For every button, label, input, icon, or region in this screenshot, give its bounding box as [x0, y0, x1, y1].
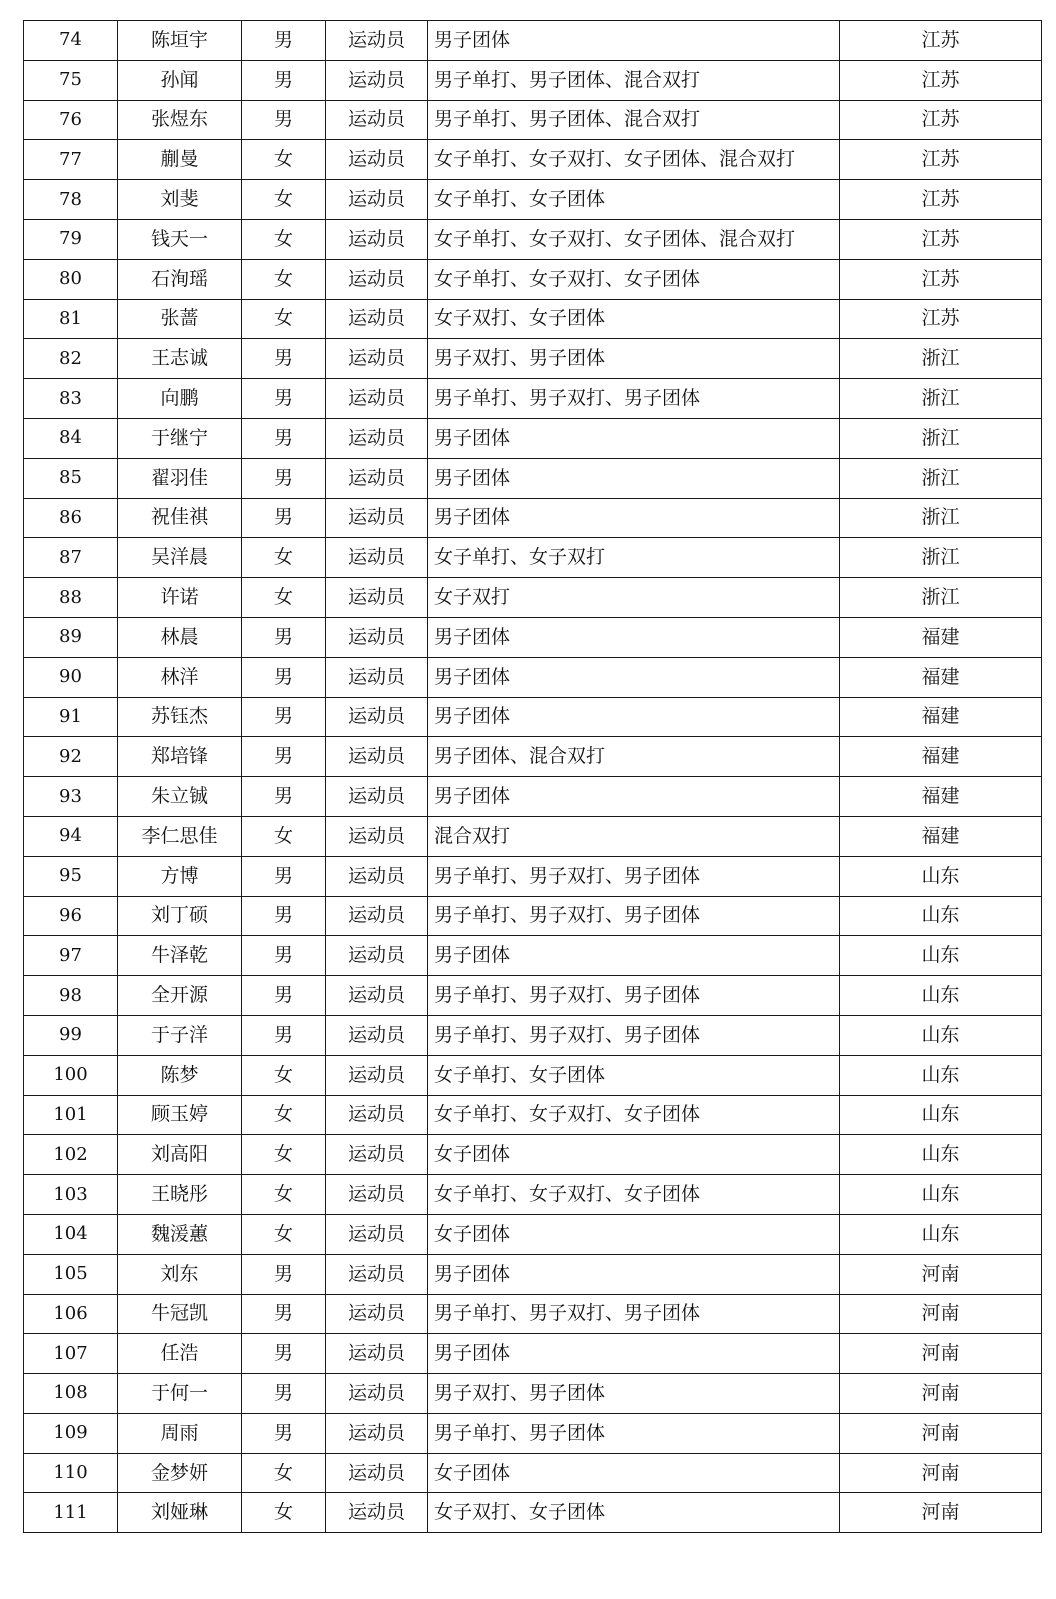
events-cell: 男子单打、男子双打、男子团体: [428, 379, 840, 419]
table-row: [24, 538, 1042, 578]
gender-cell: 男: [242, 976, 326, 1016]
events-cell: 男子团体: [428, 777, 840, 817]
row-number: 74: [24, 21, 118, 61]
gender-cell: 女: [242, 816, 326, 856]
events-cell: 女子双打、女子团体: [428, 299, 840, 339]
role-cell: 运动员: [326, 1493, 428, 1533]
province-cell: 江苏: [840, 299, 1042, 339]
table-row: [24, 1095, 1042, 1135]
athlete-name: 陈垣宇: [118, 21, 242, 61]
athlete-name: 金梦妍: [118, 1453, 242, 1493]
athlete-name: 吴洋晨: [118, 538, 242, 578]
row-number: 107: [24, 1334, 118, 1374]
table-row: [24, 936, 1042, 976]
athlete-name: 张蔷: [118, 299, 242, 339]
row-number: 84: [24, 418, 118, 458]
athlete-name: 祝佳祺: [118, 498, 242, 538]
table-row: [24, 1055, 1042, 1095]
table-row: [24, 219, 1042, 259]
table-row: [24, 458, 1042, 498]
gender-cell: 男: [242, 1334, 326, 1374]
role-cell: 运动员: [326, 1294, 428, 1334]
athlete-name: 石洵瑶: [118, 259, 242, 299]
table-row: [24, 60, 1042, 100]
events-cell: 女子单打、女子团体: [428, 180, 840, 220]
role-cell: 运动员: [326, 578, 428, 618]
province-cell: 山东: [840, 1214, 1042, 1254]
role-cell: 运动员: [326, 180, 428, 220]
events-cell: 男子单打、男子团体: [428, 1413, 840, 1453]
row-number: 76: [24, 100, 118, 140]
role-cell: 运动员: [326, 976, 428, 1016]
role-cell: 运动员: [326, 1095, 428, 1135]
role-cell: 运动员: [326, 1175, 428, 1215]
province-cell: 江苏: [840, 180, 1042, 220]
role-cell: 运动员: [326, 458, 428, 498]
province-cell: 浙江: [840, 458, 1042, 498]
role-cell: 运动员: [326, 418, 428, 458]
events-cell: 女子双打: [428, 578, 840, 618]
athlete-name: 周雨: [118, 1413, 242, 1453]
row-number: 97: [24, 936, 118, 976]
row-number: 101: [24, 1095, 118, 1135]
table-row: [24, 339, 1042, 379]
role-cell: 运动员: [326, 100, 428, 140]
row-number: 111: [24, 1493, 118, 1533]
events-cell: 男子团体: [428, 617, 840, 657]
role-cell: 运动员: [326, 538, 428, 578]
events-cell: 男子团体、混合双打: [428, 737, 840, 777]
row-number: 87: [24, 538, 118, 578]
role-cell: 运动员: [326, 816, 428, 856]
role-cell: 运动员: [326, 1214, 428, 1254]
table-row: [24, 379, 1042, 419]
role-cell: 运动员: [326, 936, 428, 976]
role-cell: 运动员: [326, 259, 428, 299]
events-cell: 女子团体: [428, 1135, 840, 1175]
events-cell: 男子双打、男子团体: [428, 1374, 840, 1414]
table-row: [24, 1254, 1042, 1294]
row-number: 77: [24, 140, 118, 180]
gender-cell: 男: [242, 339, 326, 379]
row-number: 78: [24, 180, 118, 220]
province-cell: 江苏: [840, 219, 1042, 259]
gender-cell: 男: [242, 856, 326, 896]
role-cell: 运动员: [326, 299, 428, 339]
province-cell: 河南: [840, 1493, 1042, 1533]
province-cell: 江苏: [840, 100, 1042, 140]
row-number: 90: [24, 657, 118, 697]
athlete-name: 任浩: [118, 1334, 242, 1374]
row-number: 75: [24, 60, 118, 100]
province-cell: 河南: [840, 1334, 1042, 1374]
gender-cell: 女: [242, 140, 326, 180]
gender-cell: 女: [242, 1453, 326, 1493]
role-cell: 运动员: [326, 140, 428, 180]
athlete-name: 顾玉婷: [118, 1095, 242, 1135]
province-cell: 山东: [840, 1095, 1042, 1135]
events-cell: 男子团体: [428, 458, 840, 498]
row-number: 83: [24, 379, 118, 419]
gender-cell: 女: [242, 1135, 326, 1175]
gender-cell: 女: [242, 1055, 326, 1095]
table-row: [24, 418, 1042, 458]
events-cell: 女子单打、女子双打、女子团体、混合双打: [428, 140, 840, 180]
gender-cell: 女: [242, 1214, 326, 1254]
province-cell: 福建: [840, 697, 1042, 737]
events-cell: 男子单打、男子双打、男子团体: [428, 976, 840, 1016]
province-cell: 江苏: [840, 60, 1042, 100]
row-number: 80: [24, 259, 118, 299]
table-row: [24, 180, 1042, 220]
athlete-name: 李仁思佳: [118, 816, 242, 856]
athlete-name: 牛泽乾: [118, 936, 242, 976]
row-number: 79: [24, 219, 118, 259]
gender-cell: 女: [242, 1493, 326, 1533]
athlete-name: 郑培锋: [118, 737, 242, 777]
athlete-name: 全开源: [118, 976, 242, 1016]
athlete-name: 于何一: [118, 1374, 242, 1414]
athlete-name: 刘东: [118, 1254, 242, 1294]
table-row: [24, 578, 1042, 618]
province-cell: 福建: [840, 737, 1042, 777]
athlete-name: 钱天一: [118, 219, 242, 259]
athlete-name: 方博: [118, 856, 242, 896]
table-row: [24, 1175, 1042, 1215]
events-cell: 男子团体: [428, 936, 840, 976]
row-number: 86: [24, 498, 118, 538]
table-row: [24, 1374, 1042, 1414]
athlete-name: 孙闻: [118, 60, 242, 100]
gender-cell: 女: [242, 538, 326, 578]
table-row: [24, 816, 1042, 856]
events-cell: 女子单打、女子双打、女子团体: [428, 1175, 840, 1215]
gender-cell: 男: [242, 100, 326, 140]
province-cell: 山东: [840, 936, 1042, 976]
row-number: 105: [24, 1254, 118, 1294]
events-cell: 混合双打: [428, 816, 840, 856]
gender-cell: 男: [242, 697, 326, 737]
role-cell: 运动员: [326, 697, 428, 737]
row-number: 93: [24, 777, 118, 817]
table-row: [24, 259, 1042, 299]
table-row: [24, 498, 1042, 538]
gender-cell: 男: [242, 1015, 326, 1055]
province-cell: 浙江: [840, 538, 1042, 578]
role-cell: 运动员: [326, 777, 428, 817]
table-row: [24, 1135, 1042, 1175]
province-cell: 江苏: [840, 21, 1042, 61]
events-cell: 男子团体: [428, 418, 840, 458]
role-cell: 运动员: [326, 1413, 428, 1453]
events-cell: 女子团体: [428, 1453, 840, 1493]
table-row: [24, 1015, 1042, 1055]
gender-cell: 男: [242, 777, 326, 817]
gender-cell: 女: [242, 578, 326, 618]
table-row: [24, 100, 1042, 140]
events-cell: 男子团体: [428, 1254, 840, 1294]
athlete-name: 朱立铖: [118, 777, 242, 817]
table-row: [24, 976, 1042, 1016]
athlete-name: 刘斐: [118, 180, 242, 220]
events-cell: 男子团体: [428, 498, 840, 538]
gender-cell: 男: [242, 1374, 326, 1414]
role-cell: 运动员: [326, 379, 428, 419]
table-row: [24, 1214, 1042, 1254]
athlete-name: 蒯曼: [118, 140, 242, 180]
role-cell: 运动员: [326, 657, 428, 697]
role-cell: 运动员: [326, 21, 428, 61]
gender-cell: 女: [242, 219, 326, 259]
athlete-name: 林洋: [118, 657, 242, 697]
table-row: [24, 617, 1042, 657]
table-row: [24, 1294, 1042, 1334]
events-cell: 男子单打、男子团体、混合双打: [428, 100, 840, 140]
table-row: [24, 657, 1042, 697]
gender-cell: 男: [242, 498, 326, 538]
province-cell: 山东: [840, 976, 1042, 1016]
athlete-name: 王晓彤: [118, 1175, 242, 1215]
row-number: 96: [24, 896, 118, 936]
province-cell: 浙江: [840, 578, 1042, 618]
athlete-name: 王志诚: [118, 339, 242, 379]
athlete-name: 于继宁: [118, 418, 242, 458]
role-cell: 运动员: [326, 856, 428, 896]
role-cell: 运动员: [326, 1453, 428, 1493]
table-row: [24, 140, 1042, 180]
events-cell: 女子团体: [428, 1214, 840, 1254]
gender-cell: 女: [242, 299, 326, 339]
role-cell: 运动员: [326, 219, 428, 259]
row-number: 102: [24, 1135, 118, 1175]
events-cell: 男子单打、男子双打、男子团体: [428, 1294, 840, 1334]
row-number: 85: [24, 458, 118, 498]
row-number: 106: [24, 1294, 118, 1334]
athlete-name: 牛冠凯: [118, 1294, 242, 1334]
row-number: 109: [24, 1413, 118, 1453]
row-number: 95: [24, 856, 118, 896]
role-cell: 运动员: [326, 60, 428, 100]
events-cell: 男子团体: [428, 657, 840, 697]
table-row: [24, 777, 1042, 817]
athlete-name: 林晨: [118, 617, 242, 657]
row-number: 104: [24, 1214, 118, 1254]
role-cell: 运动员: [326, 617, 428, 657]
gender-cell: 男: [242, 60, 326, 100]
events-cell: 男子团体: [428, 697, 840, 737]
row-number: 94: [24, 816, 118, 856]
province-cell: 福建: [840, 617, 1042, 657]
province-cell: 河南: [840, 1294, 1042, 1334]
table-row: [24, 697, 1042, 737]
gender-cell: 男: [242, 418, 326, 458]
athlete-name: 刘娅琳: [118, 1493, 242, 1533]
role-cell: 运动员: [326, 896, 428, 936]
gender-cell: 男: [242, 1413, 326, 1453]
events-cell: 女子单打、女子双打、女子团体、混合双打: [428, 219, 840, 259]
row-number: 91: [24, 697, 118, 737]
gender-cell: 男: [242, 657, 326, 697]
role-cell: 运动员: [326, 1374, 428, 1414]
province-cell: 浙江: [840, 418, 1042, 458]
table-row: [24, 1453, 1042, 1493]
province-cell: 山东: [840, 1175, 1042, 1215]
role-cell: 运动员: [326, 1015, 428, 1055]
events-cell: 女子单打、女子双打、女子团体: [428, 259, 840, 299]
row-number: 99: [24, 1015, 118, 1055]
role-cell: 运动员: [326, 1055, 428, 1095]
row-number: 88: [24, 578, 118, 618]
row-number: 100: [24, 1055, 118, 1095]
row-number: 98: [24, 976, 118, 1016]
province-cell: 山东: [840, 896, 1042, 936]
table-row: [24, 299, 1042, 339]
table-row: [24, 896, 1042, 936]
gender-cell: 女: [242, 1095, 326, 1135]
gender-cell: 男: [242, 379, 326, 419]
events-cell: 女子单打、女子团体: [428, 1055, 840, 1095]
athlete-name: 刘高阳: [118, 1135, 242, 1175]
table-row: [24, 21, 1042, 61]
role-cell: 运动员: [326, 1254, 428, 1294]
table-row: [24, 1334, 1042, 1374]
gender-cell: 男: [242, 936, 326, 976]
events-cell: 男子双打、男子团体: [428, 339, 840, 379]
gender-cell: 女: [242, 1175, 326, 1215]
gender-cell: 女: [242, 180, 326, 220]
role-cell: 运动员: [326, 737, 428, 777]
province-cell: 江苏: [840, 140, 1042, 180]
athlete-name: 魏湲蕙: [118, 1214, 242, 1254]
events-cell: 男子单打、男子双打、男子团体: [428, 1015, 840, 1055]
events-cell: 女子单打、女子双打: [428, 538, 840, 578]
role-cell: 运动员: [326, 1135, 428, 1175]
province-cell: 福建: [840, 657, 1042, 697]
province-cell: 福建: [840, 777, 1042, 817]
gender-cell: 男: [242, 1294, 326, 1334]
gender-cell: 男: [242, 737, 326, 777]
province-cell: 浙江: [840, 339, 1042, 379]
athlete-name: 向鹏: [118, 379, 242, 419]
athlete-name: 苏钰杰: [118, 697, 242, 737]
table-row: [24, 1493, 1042, 1533]
roster-table: [23, 20, 1042, 1533]
events-cell: 男子团体: [428, 1334, 840, 1374]
province-cell: 山东: [840, 1015, 1042, 1055]
province-cell: 河南: [840, 1374, 1042, 1414]
province-cell: 河南: [840, 1254, 1042, 1294]
gender-cell: 男: [242, 1254, 326, 1294]
row-number: 108: [24, 1374, 118, 1414]
gender-cell: 男: [242, 896, 326, 936]
gender-cell: 男: [242, 21, 326, 61]
table-row: [24, 1413, 1042, 1453]
table-row: [24, 856, 1042, 896]
athlete-name: 陈梦: [118, 1055, 242, 1095]
row-number: 110: [24, 1453, 118, 1493]
province-cell: 河南: [840, 1453, 1042, 1493]
events-cell: 男子单打、男子团体、混合双打: [428, 60, 840, 100]
row-number: 82: [24, 339, 118, 379]
athlete-name: 许诺: [118, 578, 242, 618]
row-number: 89: [24, 617, 118, 657]
province-cell: 山东: [840, 1055, 1042, 1095]
gender-cell: 女: [242, 259, 326, 299]
roster-body: [24, 21, 1042, 1533]
province-cell: 浙江: [840, 498, 1042, 538]
role-cell: 运动员: [326, 339, 428, 379]
province-cell: 山东: [840, 856, 1042, 896]
row-number: 81: [24, 299, 118, 339]
table-row: [24, 737, 1042, 777]
athlete-name: 刘丁硕: [118, 896, 242, 936]
events-cell: 男子团体: [428, 21, 840, 61]
athlete-name: 张煜东: [118, 100, 242, 140]
athlete-name: 于子洋: [118, 1015, 242, 1055]
events-cell: 男子单打、男子双打、男子团体: [428, 896, 840, 936]
province-cell: 山东: [840, 1135, 1042, 1175]
events-cell: 男子单打、男子双打、男子团体: [428, 856, 840, 896]
role-cell: 运动员: [326, 498, 428, 538]
province-cell: 浙江: [840, 379, 1042, 419]
athlete-name: 翟羽佳: [118, 458, 242, 498]
events-cell: 女子双打、女子团体: [428, 1493, 840, 1533]
row-number: 92: [24, 737, 118, 777]
gender-cell: 男: [242, 458, 326, 498]
events-cell: 女子单打、女子双打、女子团体: [428, 1095, 840, 1135]
province-cell: 福建: [840, 816, 1042, 856]
province-cell: 江苏: [840, 259, 1042, 299]
role-cell: 运动员: [326, 1334, 428, 1374]
row-number: 103: [24, 1175, 118, 1215]
gender-cell: 男: [242, 617, 326, 657]
province-cell: 河南: [840, 1413, 1042, 1453]
